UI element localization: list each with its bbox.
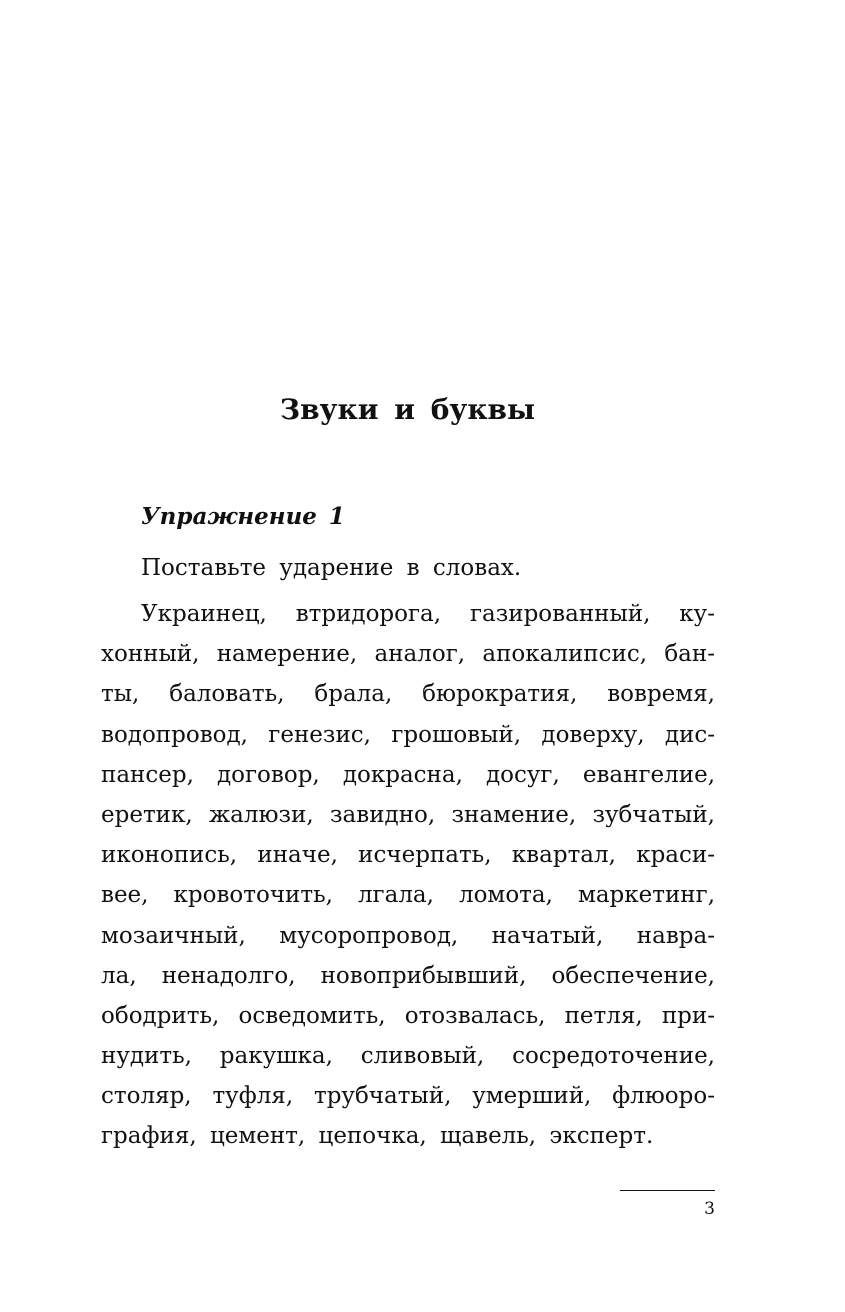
- chapter-title: Звуки и буквы: [279, 393, 536, 426]
- text-line: столяр, туфля, трубчатый, умерший, флюоро-: [101, 1083, 715, 1110]
- text-line: еретик, жалюзи, завидно, знамение, зубчатый,: [101, 801, 715, 828]
- text-line: нудить, ракушка, сливовый, сосредоточение,: [101, 1043, 715, 1070]
- word-list-paragraph: [101, 597, 715, 1160]
- text-line: водопровод, генезис, грошовый, доверху, дис-: [101, 721, 715, 748]
- text-line: мозаичный, мусоропровод, начатый, навра-: [101, 922, 715, 949]
- exercise-title: Упражнение 1: [141, 503, 345, 530]
- exercise-instruction: Поставьте ударение в словах.: [141, 555, 522, 581]
- text-line: ты, баловать, брала, бюрократия, вовремя,: [101, 681, 715, 708]
- text-line: ободрить, осведомить, отозвалась, петля, при-: [101, 1002, 715, 1029]
- text-line: Украинец, втридорога, газированный, ку-: [141, 601, 715, 627]
- text-line: графия, цемент, цепочка, щавель, эксперт.: [101, 1123, 654, 1150]
- footer-divider: [620, 1190, 715, 1191]
- text-line: иконопись, иначе, исчерпать, квартал, краси-: [101, 842, 715, 869]
- text-line: хонный, намерение, аналог, апокалипсис, бан-: [101, 641, 715, 668]
- text-line: вее, кровоточить, лгала, ломота, маркетинг,: [101, 882, 715, 909]
- text-line: пансер, договор, докрасна, досуг, евангелие,: [101, 761, 715, 788]
- page-number: 3: [704, 1199, 715, 1219]
- text-line: ла, ненадолго, новоприбывший, обеспечение,: [101, 962, 715, 989]
